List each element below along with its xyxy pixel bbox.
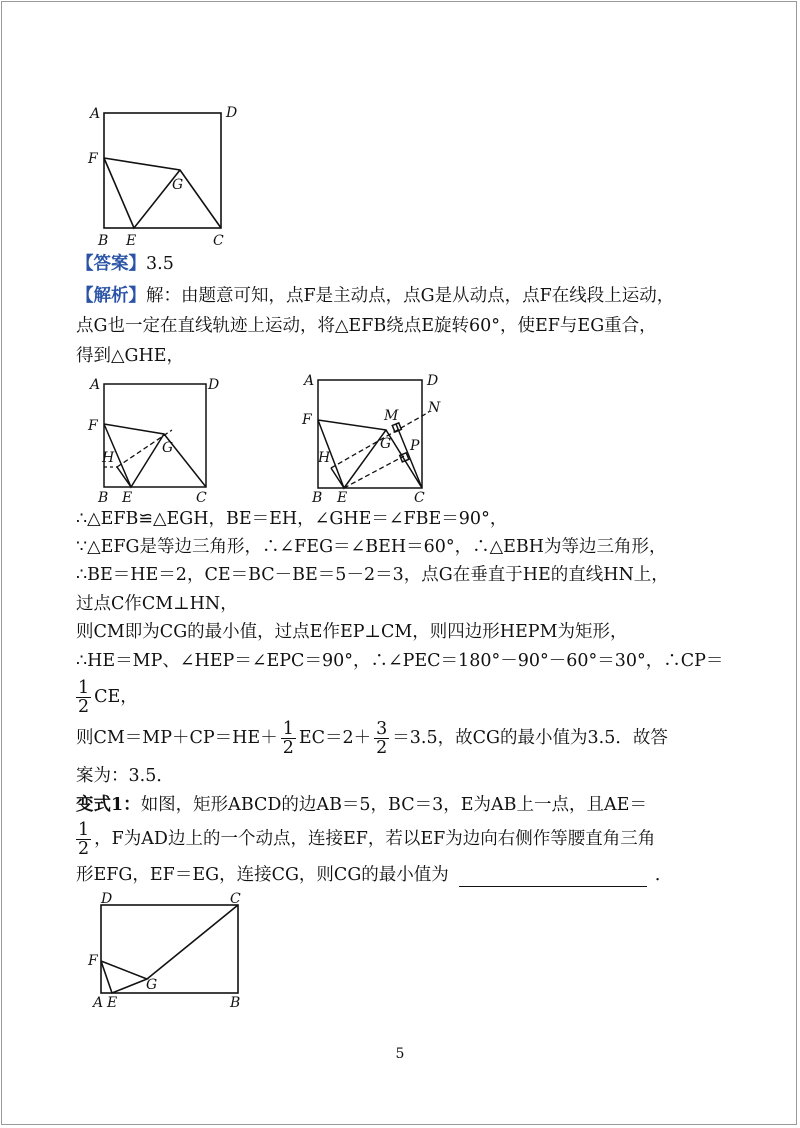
- fraction-variant-one-half: $\frac{1}{2}$: [78, 820, 90, 859]
- label-F: F: [88, 953, 98, 969]
- label-C: C: [230, 891, 241, 907]
- label-G: G: [380, 436, 392, 452]
- figure-rotation-left: [80, 372, 240, 504]
- label-B: B: [312, 490, 323, 506]
- label-E: E: [122, 490, 133, 506]
- label-B: B: [98, 490, 109, 506]
- analysis-line-12: 案为：3.5．: [76, 766, 174, 786]
- variant-end: ．: [654, 865, 673, 885]
- label-C: C: [414, 490, 425, 506]
- page-number: 5: [395, 1046, 405, 1062]
- label-D: D: [226, 105, 238, 121]
- analysis-line-7: 过点C作CM⊥HN，: [76, 594, 238, 614]
- analysis-line-4: ∴△EFB≌△EGH，BE＝EH，∠GHE＝∠FBE＝90°，: [76, 509, 508, 529]
- label-H: H: [318, 450, 331, 466]
- label-H: H: [102, 450, 115, 466]
- analysis-line-6: ∴BE＝HE＝2，CE＝BC－BE＝5－2＝3，点G在垂直于HE的直线HN上，: [76, 565, 669, 585]
- label-F: F: [88, 418, 98, 434]
- label-C: C: [213, 233, 224, 249]
- figure-rotation-right: [296, 372, 466, 504]
- fraction-three-halves: $\frac{3}{2}$: [376, 719, 388, 758]
- variant-text-3: 形EFG，EF＝EG，连接CG，则CG的最小值为: [76, 865, 449, 885]
- label-C: C: [196, 490, 207, 506]
- label-F: F: [302, 412, 312, 428]
- label-D: D: [101, 891, 113, 907]
- label-N: N: [428, 400, 441, 416]
- analysis-line-3: 得到△GHE，: [76, 346, 184, 366]
- variant-line-3: [76, 863, 672, 887]
- answer-blank[interactable]: [459, 866, 647, 887]
- label-F: F: [88, 151, 98, 167]
- label-B: B: [230, 995, 241, 1011]
- analysis-text-11a: 则CM＝MP＋CP＝HE＋: [76, 728, 278, 748]
- label-B: B: [98, 233, 109, 249]
- analysis-text-11c: ＝3.5，故CG的最小值为3.5．故答: [392, 728, 668, 748]
- label-A: A: [90, 106, 101, 122]
- label-A: A: [93, 995, 104, 1011]
- analysis-label: 【解析】: [76, 286, 146, 306]
- analysis-line-9: ∴HE＝MP、∠HEP＝∠EPC＝90°，∴∠PEC＝180°－90°－60°＝30°，∴CP＝: [76, 651, 724, 671]
- analysis-line-5: ∵△EFG是等边三角形，∴∠FEG＝∠BEH＝60°，∴△EBH为等边三角形，: [76, 537, 667, 557]
- analysis-text-10: CE，: [94, 687, 138, 707]
- fraction-one-half-b: $\frac{1}{2}$: [282, 719, 294, 758]
- answer-value: 3.5: [146, 254, 174, 274]
- label-A: A: [304, 373, 315, 389]
- analysis-line-10: [76, 678, 138, 716]
- label-P: P: [410, 438, 420, 454]
- label-D: D: [427, 373, 439, 389]
- figure-rectangle-variant: [80, 893, 260, 1013]
- analysis-line-2: 点G也一定在直线轨迹上运动，将△EFB绕点E旋转60°，使EF与EG重合，: [76, 316, 657, 336]
- fraction-one-half: $\frac{1}{2}$: [78, 678, 90, 717]
- label-E: E: [337, 490, 348, 506]
- answer-line: [76, 252, 174, 276]
- analysis-line-11: [76, 719, 668, 757]
- variant-text-2: ，F为AD边上的一个动点，连接EF，若以EF为边向右侧作等腰直角三角: [94, 829, 656, 849]
- analysis-line-8: 则CM即为CG的最小值，过点E作EP⊥CM，则四边形HEPM为矩形，: [76, 622, 628, 642]
- variant-label: 变式1：: [76, 795, 141, 815]
- variant-line-1: [76, 793, 647, 817]
- label-A: A: [90, 377, 101, 393]
- analysis-text-11b: EC＝2＋: [298, 728, 372, 748]
- variant-line-2: [76, 820, 655, 858]
- analysis-text-1: 解：由题意可知，点F是主动点，点G是从动点，点F在线段上运动，: [146, 286, 675, 306]
- label-D: D: [208, 377, 220, 393]
- label-G: G: [146, 977, 158, 993]
- label-E: E: [107, 995, 118, 1011]
- label-G: G: [162, 440, 174, 456]
- answer-label: 【答案】: [76, 254, 146, 274]
- analysis-line-1: [76, 284, 674, 308]
- label-G: G: [172, 177, 184, 193]
- label-M: M: [384, 408, 399, 424]
- figure-square-initial: [80, 100, 260, 250]
- label-E: E: [126, 233, 137, 249]
- variant-text-1: 如图，矩形ABCD的边AB＝5，BC＝3，E为AB上一点，且AE＝: [140, 795, 647, 815]
